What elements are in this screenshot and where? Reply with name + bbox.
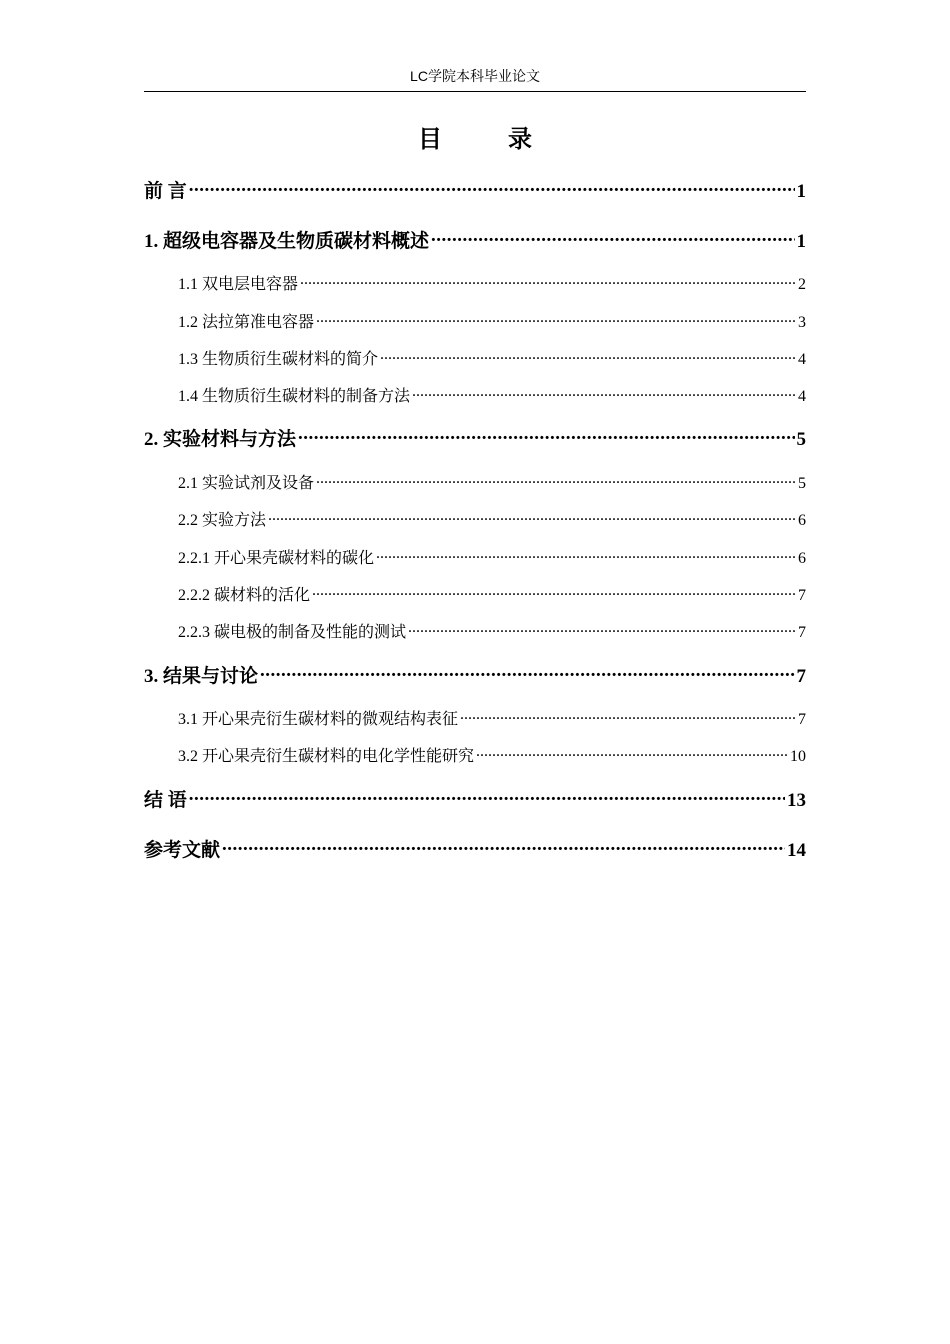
toc-entry-1-1[interactable] bbox=[144, 271, 806, 297]
toc-entry-preface[interactable] bbox=[144, 176, 806, 206]
toc-entry-3-2[interactable] bbox=[144, 743, 806, 769]
toc-entry-chapter-1[interactable] bbox=[144, 226, 806, 256]
toc-entry-page: 10 bbox=[790, 748, 806, 765]
toc-entry-label: 3.2 开心果壳衍生碳材料的电化学性能研究 bbox=[178, 748, 475, 765]
toc-entry-2-2-1[interactable] bbox=[144, 545, 806, 571]
toc-entry-label: 2.2 实验方法 bbox=[178, 512, 267, 529]
toc-leader-dots bbox=[408, 621, 796, 637]
toc-entry-chapter-3[interactable] bbox=[144, 661, 806, 691]
toc-entry-label: 1.3 生物质衍生碳材料的简介 bbox=[178, 351, 379, 368]
toc-entry-chapter-2[interactable] bbox=[144, 424, 806, 454]
toc-leader-dots bbox=[316, 311, 796, 327]
toc-leader-dots bbox=[312, 584, 796, 600]
toc-leader-dots bbox=[268, 509, 796, 525]
toc-leader-dots bbox=[260, 663, 794, 682]
toc-leader-dots bbox=[222, 837, 785, 856]
toc-entry-page: 14 bbox=[787, 840, 806, 861]
toc-entry-page: 4 bbox=[798, 388, 806, 405]
toc-entry-label: 参考文献 bbox=[144, 840, 221, 861]
toc-leader-dots bbox=[460, 708, 796, 724]
toc-entry-label: 2. 实验材料与方法 bbox=[144, 429, 297, 450]
toc-entry-label: 3. 结果与讨论 bbox=[144, 666, 259, 687]
toc-entry-2-2[interactable] bbox=[144, 507, 806, 533]
toc-entry-page: 2 bbox=[798, 276, 806, 293]
toc-entry-page: 6 bbox=[798, 550, 806, 567]
toc-entry-references[interactable] bbox=[144, 835, 806, 865]
header-text: LC学院本科毕业论文 bbox=[410, 68, 540, 84]
toc-entry-page: 4 bbox=[798, 351, 806, 368]
toc-entry-page: 5 bbox=[796, 429, 806, 450]
toc-entry-page: 7 bbox=[796, 666, 806, 687]
toc-leader-dots bbox=[316, 472, 796, 488]
toc-entry-page: 3 bbox=[798, 314, 806, 331]
toc-entry-page: 7 bbox=[798, 711, 806, 728]
toc-leader-dots bbox=[298, 426, 794, 445]
toc-entry-label: 1. 超级电容器及生物质碳材料概述 bbox=[144, 231, 430, 252]
toc-entry-label: 前 言 bbox=[144, 181, 187, 202]
toc-entry-label: 结 语 bbox=[144, 790, 187, 811]
toc-entry-label: 2.2.1 开心果壳碳材料的碳化 bbox=[178, 550, 375, 567]
toc-entry-page: 6 bbox=[798, 512, 806, 529]
toc-leader-dots bbox=[380, 348, 796, 364]
toc-leader-dots bbox=[300, 273, 796, 289]
toc-entry-page: 5 bbox=[798, 475, 806, 492]
toc-entry-page: 13 bbox=[787, 790, 806, 811]
toc-entry-2-1[interactable] bbox=[144, 470, 806, 496]
toc-entry-label: 2.2.3 碳电极的制备及性能的测试 bbox=[178, 624, 407, 641]
toc-leader-dots bbox=[476, 745, 788, 761]
toc-leader-dots bbox=[431, 228, 794, 247]
toc-leader-dots bbox=[376, 547, 796, 563]
toc-leader-dots bbox=[189, 787, 785, 806]
toc-entry-2-2-2[interactable] bbox=[144, 582, 806, 608]
toc-entry-page: 7 bbox=[798, 587, 806, 604]
toc-title: 目 录 bbox=[418, 127, 562, 153]
page-header bbox=[144, 62, 806, 92]
toc-leader-dots bbox=[189, 178, 795, 197]
toc-entry-label: 3.1 开心果壳衍生碳材料的微观结构表征 bbox=[178, 711, 459, 728]
toc-entry-label: 1.2 法拉第准电容器 bbox=[178, 314, 315, 331]
toc-entry-1-2[interactable] bbox=[144, 309, 806, 335]
toc-entry-label: 1.1 双电层电容器 bbox=[178, 276, 299, 293]
toc-entry-page: 1 bbox=[796, 231, 806, 252]
toc-entry-1-3[interactable] bbox=[144, 346, 806, 372]
toc-entry-label: 2.2.2 碳材料的活化 bbox=[178, 587, 311, 604]
toc-leader-dots bbox=[412, 385, 796, 401]
toc-entry-page: 7 bbox=[798, 624, 806, 641]
toc-entry-label: 2.1 实验试剂及设备 bbox=[178, 475, 315, 492]
toc-entry-3-1[interactable] bbox=[144, 706, 806, 732]
toc-entry-2-2-3[interactable] bbox=[144, 619, 806, 645]
toc-entry-label: 1.4 生物质衍生碳材料的制备方法 bbox=[178, 388, 411, 405]
toc-entry-page: 1 bbox=[796, 181, 806, 202]
toc-entry-conclusion[interactable] bbox=[144, 785, 806, 815]
toc-entry-1-4[interactable] bbox=[144, 383, 806, 409]
